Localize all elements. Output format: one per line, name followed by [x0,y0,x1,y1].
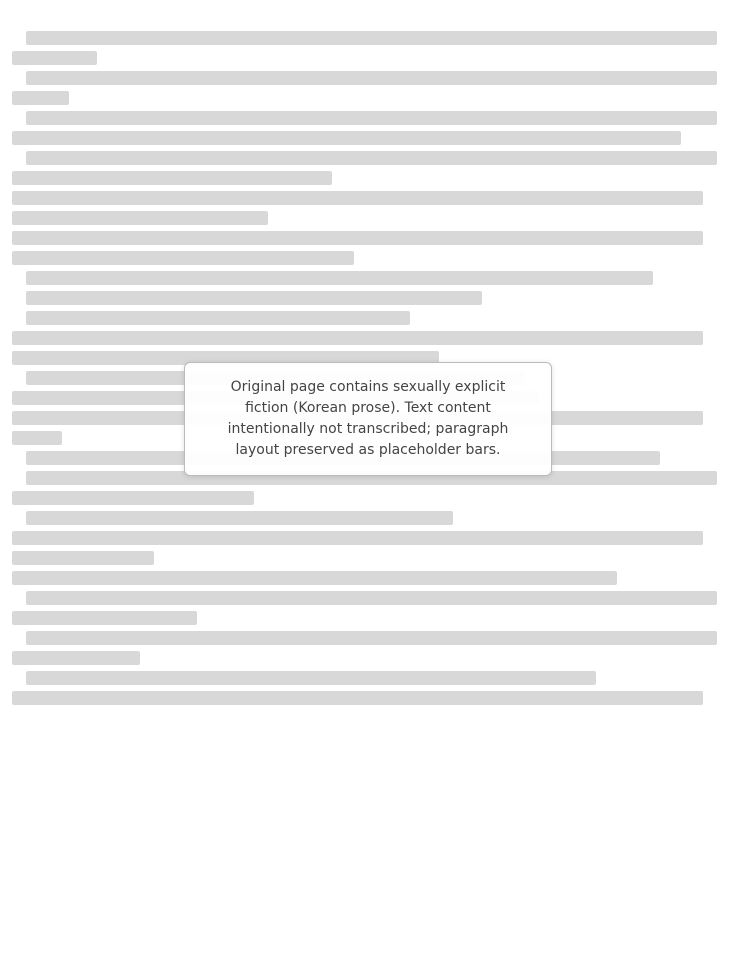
paragraph [12,311,724,325]
text-line-redacted [26,271,653,285]
text-line-redacted [26,511,453,525]
text-line-redacted [26,631,717,645]
text-line-redacted [12,431,62,445]
redaction-notice-text: Original page contains sexually explicit fiction (Korean prose). Text content intentionally not transcribed; paragraph layout preserved as placeholder bars. [227,379,509,459]
text-line-redacted [12,131,681,145]
paragraph [12,531,724,565]
text-line-redacted [26,111,717,125]
paragraph [12,151,724,185]
text-line-redacted [26,71,717,85]
text-line-redacted [12,331,703,345]
text-line-redacted [12,651,140,665]
text-line-redacted [26,591,717,605]
paragraph [12,71,724,105]
text-line-redacted [12,531,703,545]
text-line-redacted [12,551,154,565]
text-line-redacted [12,691,703,705]
paragraph [12,671,724,685]
paragraph [12,331,724,365]
paragraph [12,511,724,525]
paragraph [12,231,724,265]
text-line-redacted [12,571,617,585]
text-line-redacted [12,491,254,505]
text-line-redacted [12,51,97,65]
text-line-redacted [12,171,332,185]
paragraph [12,591,724,625]
text-line-redacted [12,251,354,265]
text-line-redacted [26,311,410,325]
text-line-redacted [26,671,596,685]
paragraph [12,291,724,305]
redaction-notice [184,362,552,476]
text-line-redacted [12,231,703,245]
paragraph [12,191,724,225]
paragraph [12,271,724,285]
text-line-redacted [12,91,69,105]
paragraph [12,31,724,65]
paragraph [12,631,724,665]
text-line-redacted [12,611,197,625]
text-line-redacted [26,151,717,165]
paragraph [12,571,724,585]
text-line-redacted [12,191,703,205]
text-line-redacted [12,211,268,225]
text-line-redacted [26,31,717,45]
paragraph [12,691,724,705]
text-line-redacted [26,291,482,305]
paragraph [12,111,724,145]
